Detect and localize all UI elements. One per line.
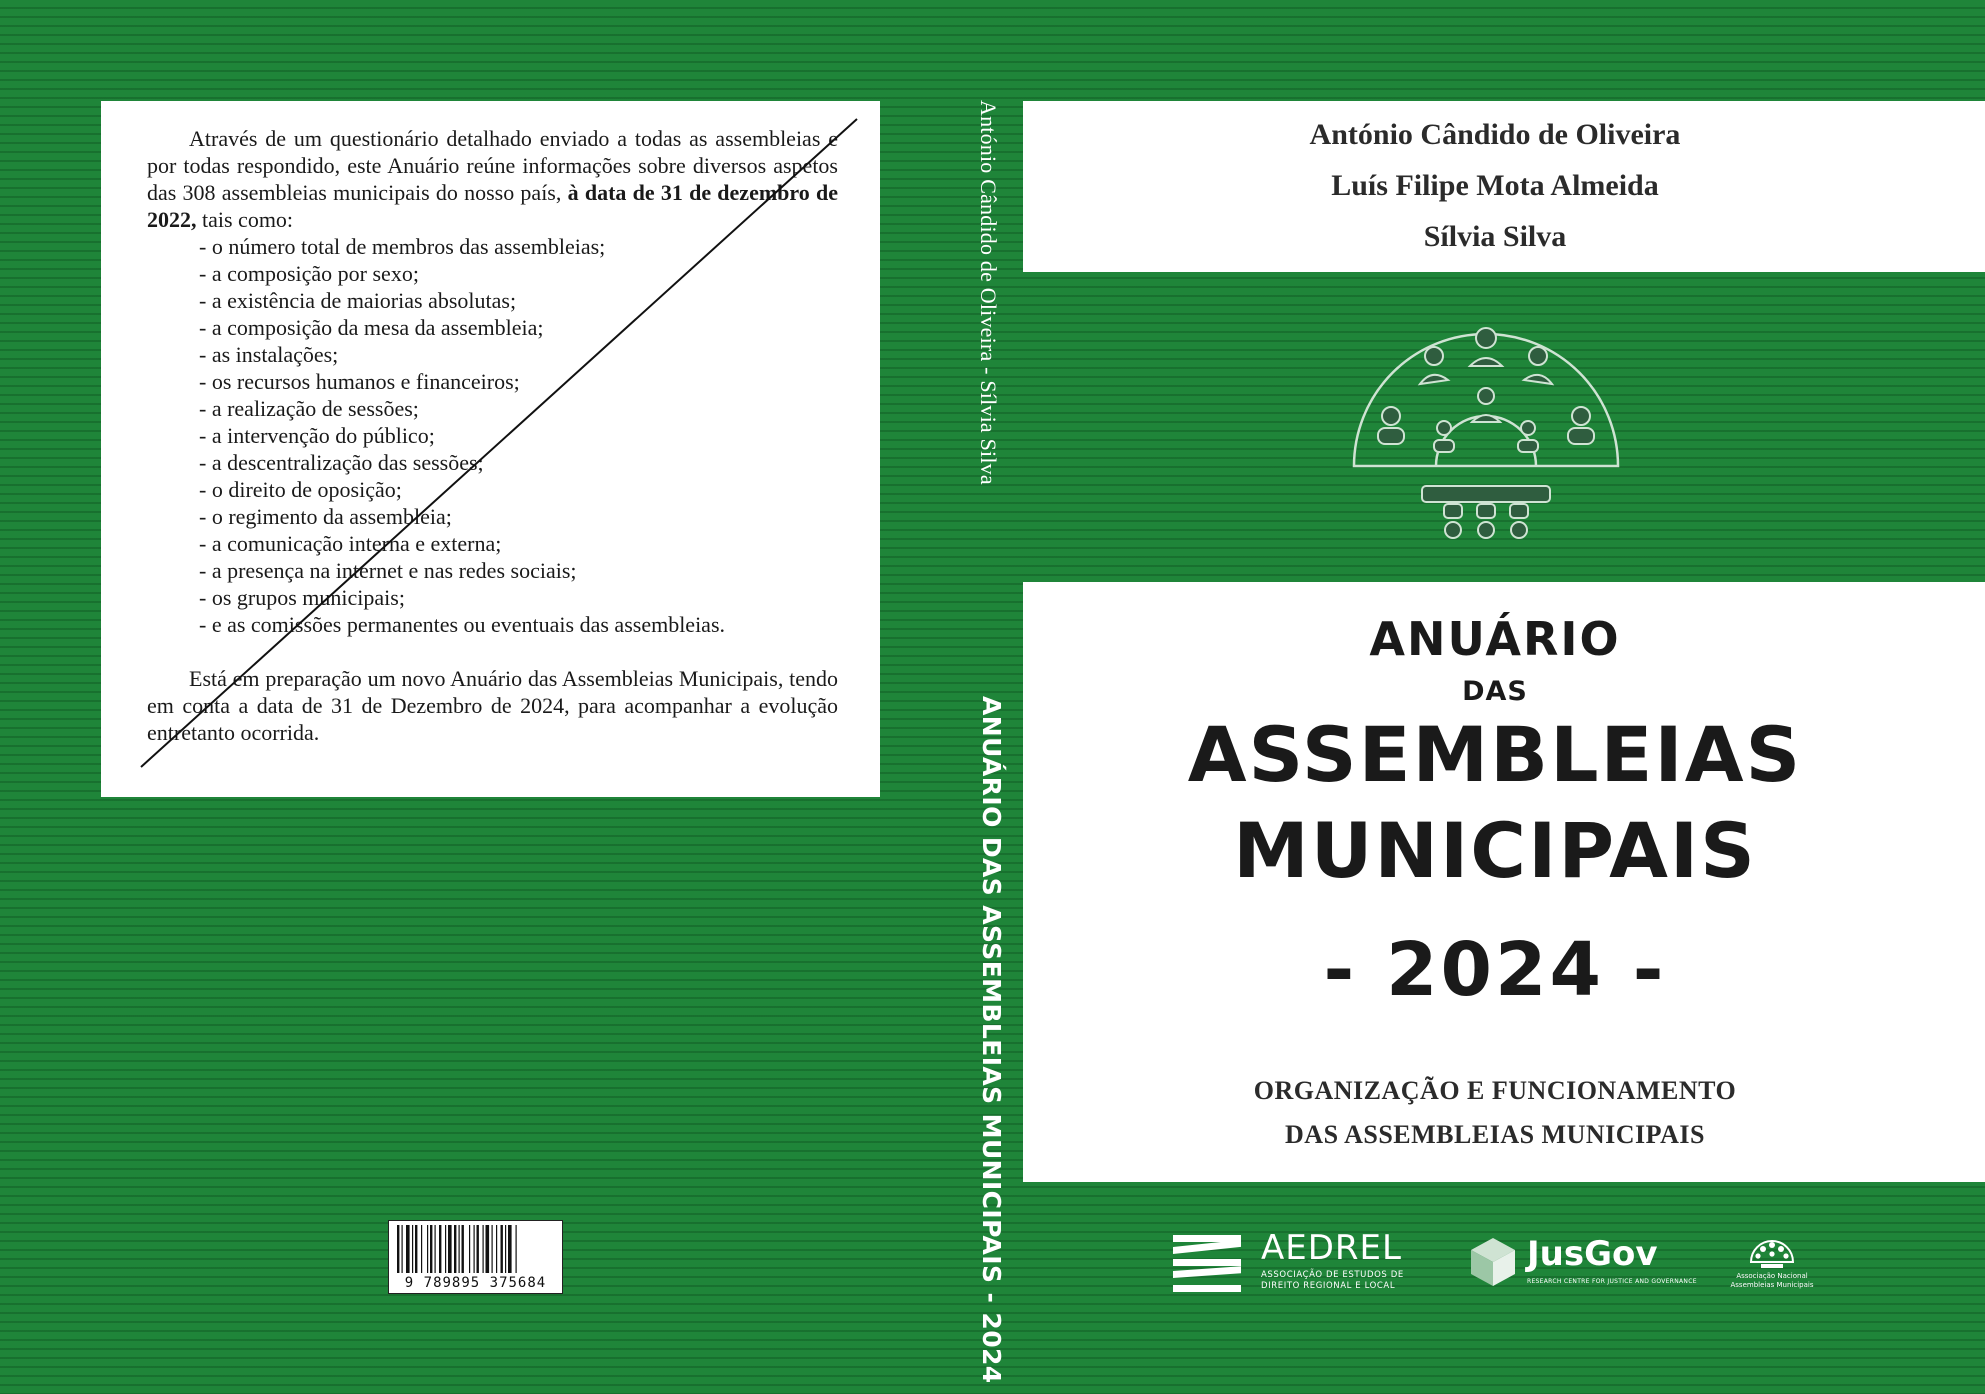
back-cover-text-panel [101, 101, 880, 797]
aedrel-bars-icon [1173, 1235, 1241, 1293]
ana-subtitle: Assembleias Municipais [1730, 1281, 1814, 1289]
barcode-bar [402, 1225, 403, 1273]
barcode-digits: 9 789895 375684 [404, 1275, 547, 1291]
topic-item: - o regimento da assembleia; [199, 504, 452, 529]
topic-item: - a comunicação interna e externa; [199, 531, 502, 556]
isbn-barcode [388, 1220, 563, 1294]
aedrel-logo [1173, 1230, 1413, 1294]
topic-item: - os recursos humanos e financeiros; [199, 369, 520, 394]
authors-panel [1023, 101, 1985, 272]
ana-assembly-icon [1749, 1232, 1795, 1270]
jusgov-tagline: RESEARCH CENTRE FOR JUSTICE AND GOVERNANCE [1527, 1278, 1697, 1285]
spine-title: ANUÁRIO DAS ASSEMBLEIAS MUNICIPAIS - 2024 [977, 696, 1006, 1384]
topic-item: - as instalações; [199, 342, 339, 367]
author-name: António Cândido de Oliveira [1309, 118, 1681, 151]
barcode-bar [415, 1225, 417, 1273]
aedrel-name: AEDREL [1261, 1228, 1402, 1268]
barcode-bar [508, 1225, 512, 1273]
topic-item: - e as comissões permanentes ou eventuais das assembleias. [199, 612, 726, 637]
topic-item: - a presença na internet e nas redes sociais; [199, 558, 577, 583]
ana-subtitle: Associação Nacional [1736, 1272, 1808, 1280]
barcode-bar [435, 1225, 436, 1273]
topic-item: - a existência de maiorias absolutas; [199, 288, 517, 313]
spine-authors: António Cândido de Oliveira - Sílvia Silva [976, 100, 1001, 485]
barcode-bar [486, 1225, 490, 1273]
jusgov-cube-icon [1467, 1236, 1519, 1288]
author-name: Luís Filipe Mota Almeida [1331, 169, 1659, 202]
topic-item: - os grupos municipais; [199, 585, 405, 610]
barcode-bar [454, 1225, 456, 1273]
intro-lead: Através de um questionário detalhado enviado a todas as assembleias e por todas respondido, este Anuário reúne informações sobre diversos aspetos das 308 assembleias municipais do nosso país, [147, 126, 838, 205]
title-panel [1023, 582, 1985, 1182]
topic-item: - o número total de membros das assembleias; [199, 234, 606, 259]
aedrel-subtitle: ASSOCIAÇÃO DE ESTUDOS DE [1261, 1270, 1404, 1280]
barcode-bar [421, 1225, 422, 1273]
barcode-bar [430, 1225, 432, 1273]
barcode-bar [492, 1225, 493, 1273]
barcode-bar [448, 1225, 452, 1273]
intro-date-bold: à data de 31 de dezembro de 2022, [147, 180, 838, 232]
barcode-bar [477, 1225, 479, 1273]
topic-item: - a composição por sexo; [199, 261, 419, 286]
barcode-bar [397, 1225, 399, 1273]
intro-tail: tais como: [196, 207, 294, 232]
barcode-bar [462, 1225, 464, 1273]
title-year: - 2024 - [1323, 927, 1667, 1013]
title-das: DAS [1462, 676, 1528, 707]
cancel-diagonal-line [101, 101, 880, 797]
jusgov-logo [1467, 1234, 1697, 1290]
topic-item: - a intervenção do público; [199, 423, 435, 448]
subtitle-line: ORGANIZAÇÃO E FUNCIONAMENTO [1253, 1076, 1737, 1105]
ana-logo [1724, 1232, 1824, 1296]
barcode-bar [483, 1225, 484, 1273]
barcode-bar [505, 1225, 506, 1273]
barcode-bar [412, 1225, 413, 1273]
topic-item: - o direito de oposição; [199, 477, 402, 502]
barcode-bar [427, 1225, 428, 1273]
barcode-bar [474, 1225, 475, 1273]
barcode-bar [459, 1225, 460, 1273]
barcode-bar [516, 1225, 517, 1273]
barcode-bars [395, 1225, 557, 1273]
barcode-bar [445, 1225, 446, 1273]
barcode-bar [501, 1225, 503, 1273]
barcode-bar [406, 1225, 410, 1273]
closing-paragraph: Está em preparação um novo Anuário das Assembleias Municipais, tendo em conta a data de 31 de Dezembro de 2024, para acompanhar a evolução entretanto ocorrida. [147, 666, 838, 745]
barcode-bar [469, 1225, 470, 1273]
topic-item: - a realização de sessões; [199, 396, 419, 421]
title-municipais: MUNICIPAIS [1233, 806, 1757, 895]
barcode-bar [439, 1225, 441, 1273]
subtitle-line: DAS ASSEMBLEIAS MUNICIPAIS [1285, 1120, 1705, 1149]
author-name: Sílvia Silva [1423, 220, 1567, 253]
topic-item: - a descentralização das sessões; [199, 450, 484, 475]
topic-item: - a composição da mesa da assembleia; [199, 315, 544, 340]
title-assembleias: ASSEMBLEIAS [1187, 710, 1803, 799]
title-anuario: ANUÁRIO [1369, 612, 1621, 666]
barcode-bar [496, 1225, 497, 1273]
aedrel-subtitle: DIREITO REGIONAL E LOCAL [1261, 1281, 1396, 1291]
assembly-emblem-icon [1336, 306, 1636, 546]
jusgov-name: JusGov [1527, 1234, 1658, 1274]
